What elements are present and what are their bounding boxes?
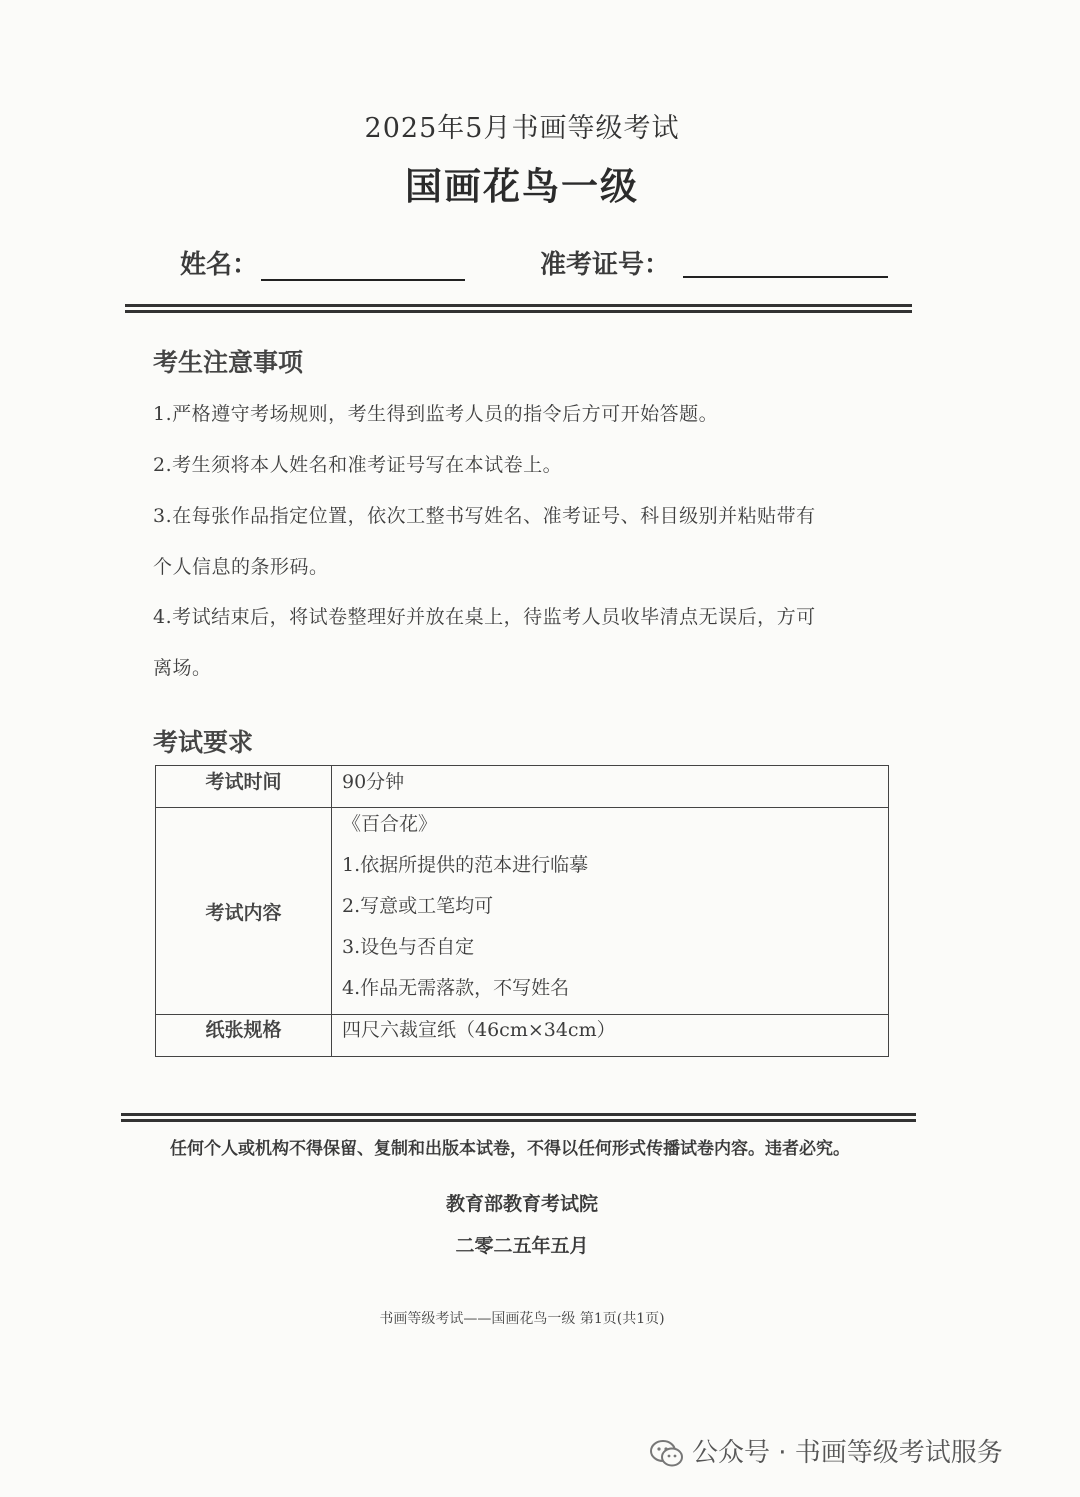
ticket-number-field-line[interactable]	[683, 276, 888, 278]
table-row	[156, 1015, 889, 1057]
notice-item: 4.考试结束后，将试卷整理好并放在桌上，待监考人员收毕清点无误后，方可	[153, 606, 816, 628]
table-value-cell	[332, 1015, 889, 1057]
copyright-notice: 任何个人或机构不得保留、复制和出版本试卷，不得以任何形式传播试卷内容。违者必究。	[170, 1139, 850, 1159]
exam-title: 2025年5月书画等级考试	[364, 113, 680, 144]
name-field-line[interactable]	[261, 279, 465, 281]
footer-divider	[121, 1113, 916, 1122]
table-key-cell: 考试内容	[156, 808, 332, 1015]
issuer: 教育部教育考试院	[445, 1193, 598, 1215]
notice-item: 2.考生须将本人姓名和准考证号写在本试卷上。	[153, 454, 563, 476]
table-key-cell: 纸张规格	[156, 1015, 332, 1057]
table-key-cell: 考试时间	[156, 766, 332, 808]
table-value-line: 2.写意或工笔均可	[342, 895, 494, 917]
issue-date: 二零二五年五月	[455, 1235, 589, 1257]
ticket-number-label: 准考证号：	[540, 250, 671, 280]
notice-item: 离场。	[153, 657, 212, 679]
requirements-heading: 考试要求	[153, 728, 254, 757]
notices-heading: 考生注意事项	[153, 348, 304, 377]
name-label: 姓名：	[180, 250, 259, 280]
header-divider	[125, 304, 912, 313]
table-value-line: 1.依据所提供的范本进行临摹	[342, 854, 589, 876]
table-value-line: 4.作品无需落款，不写姓名	[342, 977, 570, 999]
requirements-table	[155, 765, 889, 1057]
wechat-icon	[650, 1440, 684, 1468]
table-value-line: 四尺六裁宣纸（46cm×34cm）	[342, 1019, 616, 1041]
subject-title: 国画花鸟一级	[405, 164, 639, 208]
table-value-cell	[332, 808, 889, 1015]
table-value-line: 3.设色与否自定	[342, 936, 475, 958]
watermark-text: 公众号 · 书画等级考试服务	[692, 1438, 1003, 1468]
table-row	[156, 766, 889, 808]
table-value-line: 90分钟	[342, 771, 405, 793]
table-value-cell	[332, 766, 889, 808]
notice-item: 3.在每张作品指定位置，依次工整书写姓名、准考证号、科目级别并粘贴带有	[153, 505, 816, 527]
table-row	[156, 808, 889, 1015]
page-footer: 书画等级考试——国画花鸟一级 第1页(共1页)	[379, 1311, 665, 1327]
table-value-line: 《百合花》	[342, 813, 438, 835]
watermark	[650, 1432, 1003, 1469]
notice-item: 个人信息的条形码。	[153, 556, 329, 578]
notice-item: 1.严格遵守考场规则，考生得到监考人员的指令后方可开始答题。	[153, 403, 719, 425]
